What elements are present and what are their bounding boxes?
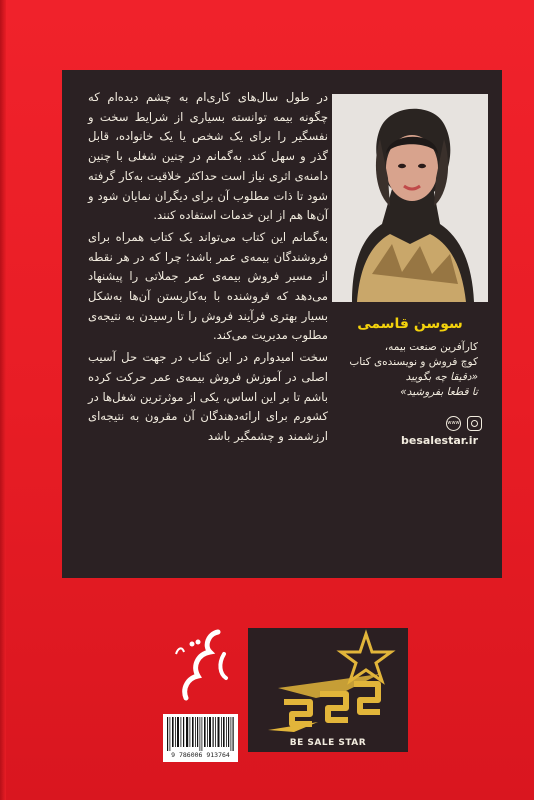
web-icon: www xyxy=(446,416,461,431)
book-title-line-1: «دقیقا چه بگویید xyxy=(405,371,478,383)
paragraph-1: در طول سال‌های کاری‌ام به چشم دیده‌ام که چگونه بیمه توانسته بسیاری از شرایط سخت و نفسگیر را برای یک شخص یا یک خانواده، قابل گذر و سهل کند. به‌گمانم در چنین شغلی با چنین دامنه‌ی اثری نیاز است حداکثر خلاقیت به‌کار گرفته شود تا ذات مطلوب آن برای دیگران نمایان شود و آن‌ها هم از این خدمات استفاده کنند. xyxy=(88,90,328,223)
barcode-number: 9 786006 913764 xyxy=(171,751,230,759)
be-sale-star-logo xyxy=(248,628,408,752)
publisher-logo xyxy=(168,624,234,704)
instagram-icon xyxy=(467,416,482,431)
back-cover-text xyxy=(88,88,328,449)
social-icons xyxy=(392,414,482,432)
paragraph-3: سخت امیدوارم در این کتاب در جهت حل آسیب اصلی در آموزش فروش بیمه‌ی عمر حرکت کرده باشم تا بر این اساس، یکی از موثرترین شغل‌ها در کشورم برای ارائه‌دهندگان آن مقرون به نتیجه‌ای ارزشمند و چشمگیر باشد xyxy=(88,350,328,443)
author-desc-line-1: کارآفرین صنعت بیمه، xyxy=(384,341,478,353)
website-link: besalestar.ir xyxy=(401,434,478,447)
author-description xyxy=(332,340,478,400)
author-name: سوسن قاسمی xyxy=(357,316,463,332)
author-photo xyxy=(332,94,488,302)
paragraph-2: به‌گمانم این کتاب می‌تواند یک کتاب همراه برای فروشندگان بیمه‌ی عمر باشد؛ چرا که در هر نقطه از مسیر فروش بیمه‌ی عمر جملاتی را پیشنهاد می‌دهد که فروشنده با به‌کاربستن آن‌ها به‌شکل بسیار بهتری فرآیند فروش را تا رسیدن به نتیجه‌ی مطلوب مدیریت می‌کند. xyxy=(88,229,328,343)
author-desc-line-2: کوچ فروش و نویسنده‌ی کتاب xyxy=(349,356,478,368)
logo-text: BE SALE STAR xyxy=(289,738,367,748)
book-title-line-2: تا قطعا بفروشید» xyxy=(400,386,478,398)
cover-spine-edge xyxy=(0,0,6,800)
